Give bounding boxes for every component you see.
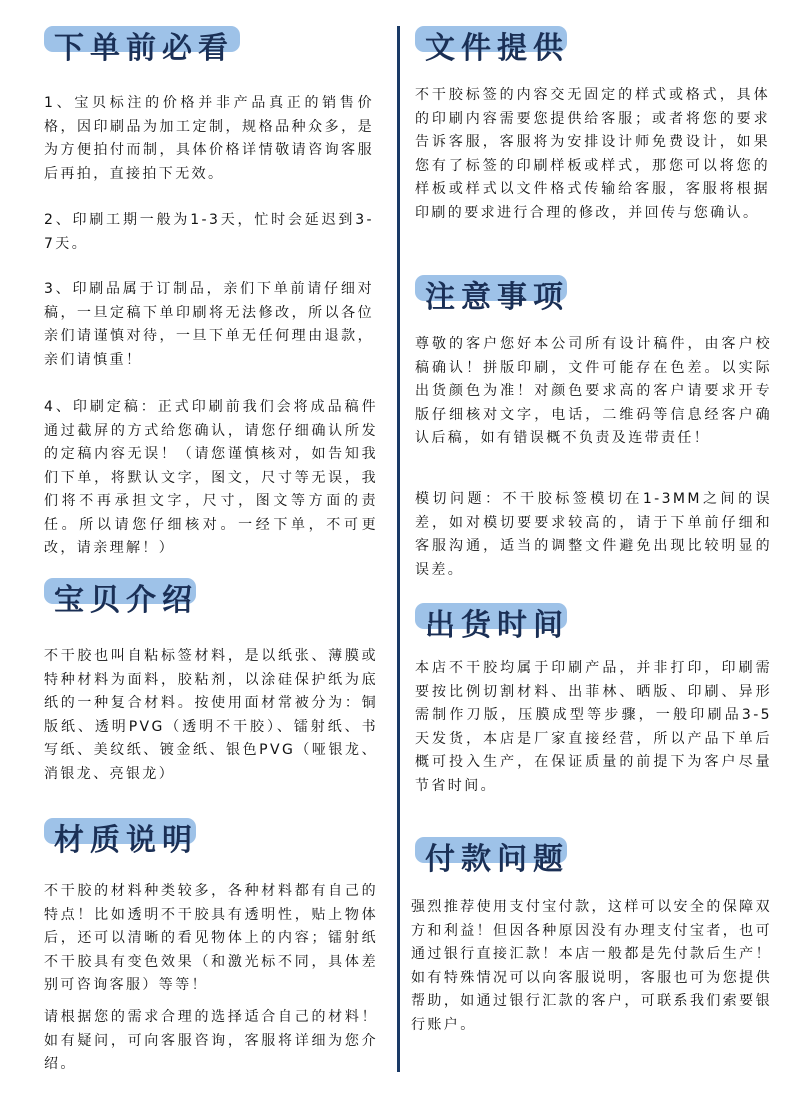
paragraph-product-intro: 不干胶也叫自粘标签材料，是以纸张、薄膜或特种材料为面料，胶粘剂，以涂硅保护纸为底纸的一种复合材料。按使用面材常被分为：铜版纸、透明PVG（透明不干胶）、镭射纸、书写纸、美纹纸、镀金纸、银色PVG（哑银龙、消银龙、亮银龙） bbox=[44, 648, 378, 782]
paragraph-color-notice: 尊敬的客户您好本公司所有设计稿件，由客户校稿确认！拼版印刷，文件可能存在色差。以实际出货颜色为准！对颜色要求高的客户请要求开专版仔细核对文字，电话，二维码等信息经客户确认后稿，如有错误概不负责及连带责任！ bbox=[415, 336, 772, 446]
heading-text: 下单前必看 bbox=[54, 31, 234, 66]
paragraph-price-note: 1、宝贝标注的价格并非产品真正的销售价格，因印刷品为加工定制，规格品种众多，是为方便拍付而制，具体价格详情敬请咨询客服后再拍，直接拍下无效。 bbox=[44, 95, 374, 182]
paragraph-die-cut: 模切问题：不干胶标签模切在1-3MM之间的误差，如对模切要要求较高的，请于下单前仔细和客服沟通，适当的调整文件避免出现比较明显的误差。 bbox=[415, 491, 772, 578]
paragraph-proof-confirm: 4、印刷定稿：正式印刷前我们会将成品稿件通过截屏的方式给您确认，请您仔细确认所发的定稿内容无误！（请您谨慎核对，如告知我们下单，将默认文字，图文，尺寸等无误，我们将不再承担文字，尺寸，图文等方面的责任。所以请您仔细核对。一经下单，不可更改，请亲理解！） bbox=[44, 399, 378, 556]
column-divider bbox=[397, 26, 400, 1072]
paragraph-delivery-time: 本店不干胶均属于印刷产品，并非打印，印刷需要按比例切割材料、出菲林、晒版、印刷、异形需制作刀版，压膜成型等步骤，一般印刷品3-5天发货，本店是厂家直接经营，所以产品下单后概可投入生产，在保证质量的前提下为客户尽量节省时间。 bbox=[415, 660, 772, 794]
paragraph-file-provide: 不干胶标签的内容交无固定的样式或格式，具体的印刷内容需要您提供给客服；或者将您的要求告诉客服，客服将为安排设计师免费设计，如果您有了标签的印刷样板或样式，那您可以将您的样板或样式以文件格式传输给客服，客服将根据印刷的要求进行合理的修改，并回传与您确认。 bbox=[415, 87, 770, 221]
paragraph-payment: 强烈推荐使用支付宝付款，这样可以安全的保障双方和利益！但因各种原因没有办理支付宝者，也可通过银行直接汇款！本店一般都是先付款后生产！如有特殊情况可以向客服说明，客服也可为您提供帮助，如通过银行汇款的客户，可联系我们索要银行账户。 bbox=[411, 899, 772, 1033]
heading-text: 注意事项 bbox=[425, 280, 569, 315]
heading-text: 宝贝介绍 bbox=[54, 583, 198, 618]
heading-text: 出货时间 bbox=[425, 608, 569, 643]
paragraph-material-types: 不干胶的材料种类较多，各种材料都有自己的特点！比如透明不干胶具有透明性，贴上物体后，还可以清晰的看见物体上的内容；镭射纸不干胶具有变色效果（和激光标不同，具体差别可咨询客服）等等！ bbox=[44, 883, 378, 993]
heading-text: 材质说明 bbox=[54, 823, 198, 858]
heading-text: 文件提供 bbox=[425, 31, 569, 66]
heading-text: 付款问题 bbox=[425, 842, 569, 877]
paragraph-material-advice: 请根据您的需求合理的选择适合自己的材料！如有疑问，可向客服咨询，客服将详细为您介绍。 bbox=[44, 1009, 378, 1072]
paragraph-custom-product: 3、印刷品属于订制品，亲们下单前请仔细对稿，一旦定稿下单印刷将无法修改，所以各位亲们请谨慎对待，一旦下单无任何理由退款，亲们请慎重！ bbox=[44, 281, 374, 368]
paragraph-print-period: 2、印刷工期一般为1-3天，忙时会延迟到3-7天。 bbox=[44, 212, 374, 252]
